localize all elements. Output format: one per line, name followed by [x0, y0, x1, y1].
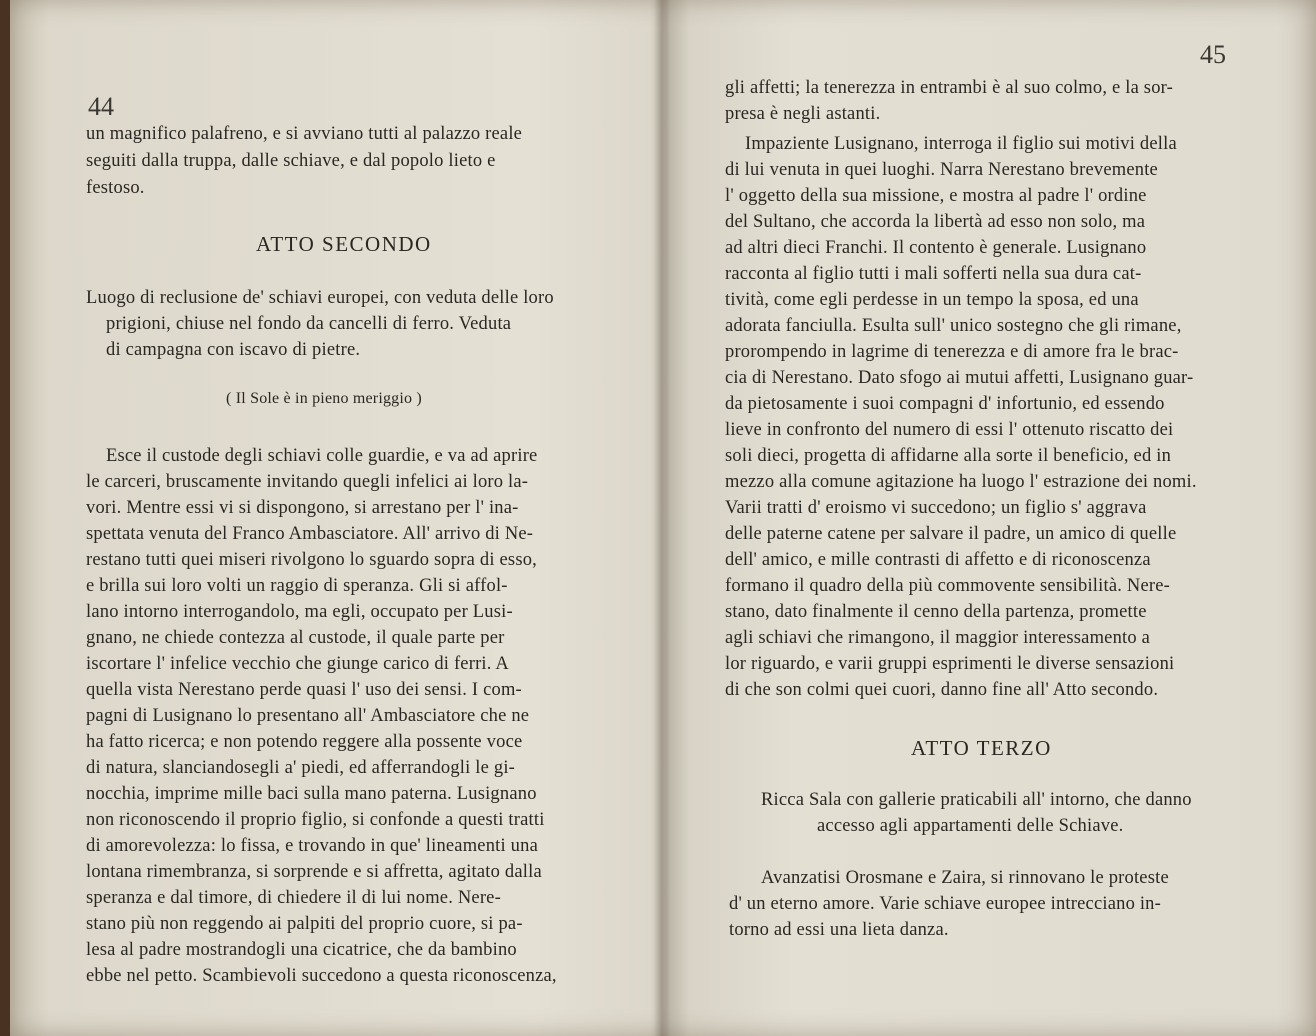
text-line: lesa al padre mostrandogli una cicatrice, che da bambino	[86, 940, 517, 960]
stage-note: ( Il Sole è in pieno meriggio )	[226, 390, 422, 407]
text-line: di amorevolezza: lo fissa, e trovando in que' lineamenti una	[86, 836, 538, 856]
text-line: ad altri dieci Franchi. Il contento è generale. Lusignano	[725, 238, 1147, 258]
text-line: un magnifico palafreno, e si avviano tutti al palazzo reale	[86, 124, 523, 144]
text-line: stano, dato finalmente il cenno della partenza, promette	[725, 602, 1147, 622]
text-line: di che son colmi quei cuori, danno fine all' Atto secondo.	[725, 680, 1159, 700]
text-line: seguiti dalla truppa, dalle schiave, e dal popolo lieto e	[86, 151, 496, 171]
text-line: formano il quadro della più commovente sensibilità. Nere-	[725, 576, 1170, 596]
text-line: l' oggetto della sua missione, e mostra al padre l' ordine	[725, 186, 1147, 206]
scene-line: accesso agli appartamenti delle Schiave.	[817, 816, 1124, 836]
scene-line: Luogo di reclusione de' schiavi europei, con veduta delle loro	[86, 288, 554, 308]
text-line: agli schiavi che rimangono, il maggior interessamento a	[725, 628, 1151, 648]
text-line: mezzo alla comune agitazione ha luogo l' estrazione dei nomi.	[725, 472, 1197, 492]
text-line: Impaziente Lusignano, interroga il figlio sui motivi della	[745, 134, 1177, 154]
text-line: prorompendo in lagrime di tenerezza e di amore fra le brac-	[725, 342, 1179, 362]
text-line: non riconoscendo il proprio figlio, si confonde a questi tratti	[86, 810, 545, 830]
text-line: stano più non reggendo ai palpiti del proprio cuore, si pa-	[86, 914, 523, 934]
act-heading: ATTO TERZO	[911, 736, 1052, 760]
page-number: 45	[1200, 40, 1226, 69]
text-line: ebbe nel petto. Scambievoli succedono a questa riconoscenza,	[86, 966, 557, 986]
text-line: ha fatto ricerca; e non potendo reggere alla possente voce	[86, 732, 523, 752]
text-line: dell' amico, e mille contrasti di affetto e di riconoscenza	[725, 550, 1151, 570]
text-line: Avanzatisi Orosmane e Zaira, si rinnovano le proteste	[761, 868, 1169, 888]
text-line: da pietosamente i suoi compagni d' infortunio, ed essendo	[725, 394, 1165, 414]
text-line: Varii tratti d' eroismo vi succedono; un figlio s' aggrava	[725, 498, 1147, 518]
text-line: lontana rimembranza, si sorprende e si affretta, agitato dalla	[86, 862, 542, 882]
page-number: 44	[88, 92, 114, 121]
text-line: quella vista Nerestano perde quasi l' uso dei sensi. I com-	[86, 680, 522, 700]
text-line: adorata fanciulla. Esulta sull' unico sostegno che gli rimane,	[725, 316, 1182, 336]
text-line: speranza e dal timore, di chiedere il di lui nome. Nere-	[86, 888, 501, 908]
text-line: presa è negli astanti.	[725, 104, 881, 124]
scene-line: Ricca Sala con gallerie praticabili all' intorno, che danno	[761, 790, 1192, 810]
text-line: soli dieci, progetta di affidarne alla sorte il beneficio, ed in	[725, 446, 1172, 466]
text-line: di natura, slanciandosegli a' piedi, ed afferrandogli le gi-	[86, 758, 516, 778]
text-line: festoso.	[86, 178, 145, 198]
text-line: le carceri, bruscamente invitando quegli infelici ai loro la-	[86, 472, 529, 492]
text-line: iscortare l' infelice vecchio che giunge carico di ferri. A	[86, 654, 509, 674]
text-line: pagni di Lusignano lo presentano all' Ambasciatore che ne	[86, 706, 530, 726]
text-line: tività, come egli perdesse in un tempo la sposa, ed una	[725, 290, 1139, 310]
text-line: cia di Nerestano. Dato sfogo ai mutui affetti, Lusignano guar-	[725, 368, 1194, 388]
act-heading: ATTO SECONDO	[256, 232, 432, 256]
text-line: racconta al figlio tutti i mali sofferti nella sua dura cat-	[725, 264, 1142, 284]
book-edge	[0, 0, 10, 1036]
left-page	[10, 0, 655, 1036]
text-line: e brilla sui loro volti un raggio di speranza. Gli si affol-	[86, 576, 508, 596]
book-spread	[10, 0, 1316, 1036]
text-line: lieve in confronto del numero di essi l' ottenuto riscatto dei	[725, 420, 1174, 440]
right-page	[665, 0, 1316, 1036]
scene-line: prigioni, chiuse nel fondo da cancelli di ferro. Veduta	[106, 314, 512, 334]
text-line: d' un eterno amore. Varie schiave europee intrecciano in-	[729, 894, 1161, 914]
text-line: torno ad essi una lieta danza.	[729, 920, 949, 940]
text-line: lor riguardo, e varii gruppi esprimenti le diverse sensazioni	[725, 654, 1175, 674]
text-line: restano tutti quei miseri rivolgono lo sguardo sopra di esso,	[86, 550, 537, 570]
text-line: gli affetti; la tenerezza in entrambi è al suo colmo, e la sor-	[725, 78, 1174, 98]
text-line: vori. Mentre essi vi si dispongono, si arrestano per l' ina-	[86, 498, 519, 518]
text-line: nocchia, imprime mille baci sulla mano paterna. Lusignano	[86, 784, 537, 804]
text-line: gnano, ne chiede contezza al custode, il quale parte per	[86, 628, 505, 648]
scene-line: di campagna con iscavo di pietre.	[106, 340, 361, 360]
text-line: Esce il custode degli schiavi colle guardie, e va ad aprire	[106, 446, 538, 466]
text-line: spettata venuta del Franco Ambasciatore. All' arrivo di Ne-	[86, 524, 534, 544]
text-line: di lui venuta in quei luoghi. Narra Nerestano brevemente	[725, 160, 1158, 180]
text-line: del Sultano, che accorda la libertà ad esso non solo, ma	[725, 212, 1146, 232]
text-line: delle paterne catene per salvare il padre, un amico di quelle	[725, 524, 1177, 544]
text-line: lano intorno interrogandolo, ma egli, occupato per Lusi-	[86, 602, 513, 622]
